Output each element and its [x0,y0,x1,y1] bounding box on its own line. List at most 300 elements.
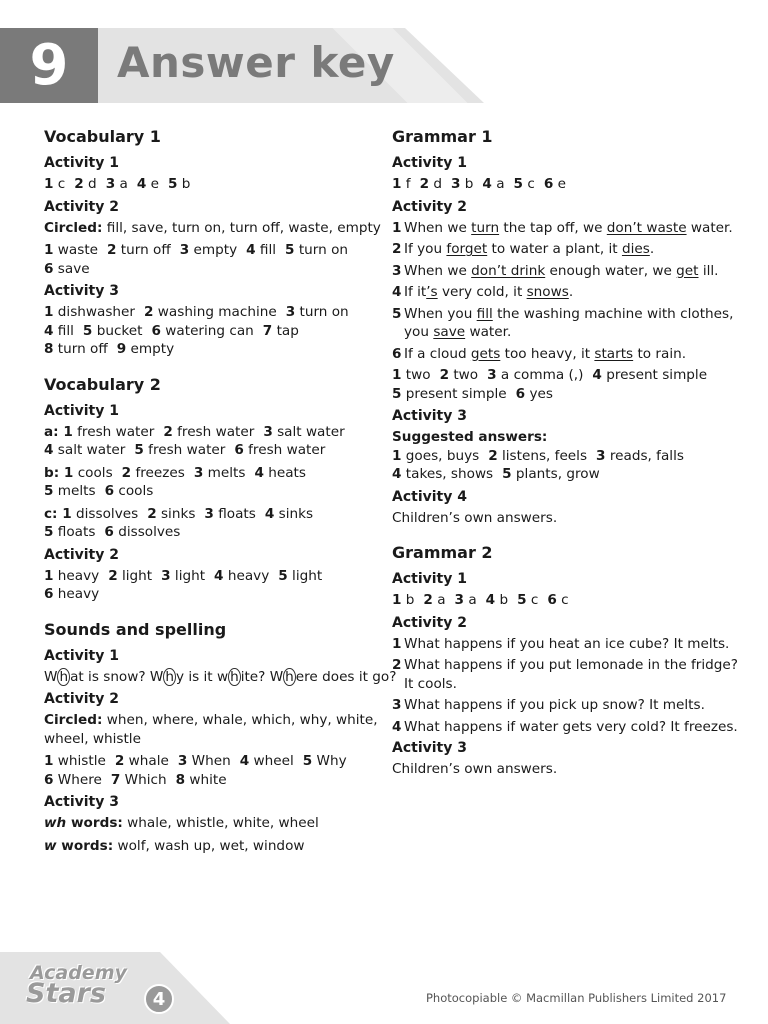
answer-text: salt water [53,442,126,458]
answer-number: 5 [502,466,512,482]
text-part: y is it w [175,668,229,685]
answer-text: goes, buys [401,447,480,464]
answer-text: washing machine [153,304,277,320]
answer-number: 4 [392,466,402,482]
answer-text: light [170,567,206,584]
answer-text: empty [189,242,238,258]
activity-label: Activity 1 [44,155,119,171]
answer-list-b [44,464,384,501]
answer-item [44,341,108,357]
circled-line [44,219,384,238]
answer-text: Why [312,753,347,769]
answer-text: empty [126,341,175,357]
answer-number: 6 [234,442,244,458]
answer-number: 2 [108,567,118,584]
answer-text: save [53,260,90,277]
answer-text: c [53,176,66,192]
answer-number: 5 [517,592,527,608]
answer-number: 4 [592,367,602,383]
sentence-number: 6 [392,345,402,362]
answer-item [107,242,171,258]
circled-letter: h [230,668,239,685]
list-prefix: c: [44,505,63,522]
answer-text: present simple [601,367,708,383]
answer-number: 7 [262,322,273,339]
activity-label: Activity 1 [392,155,467,171]
answer-text: d [429,176,442,192]
answer-item [44,176,65,192]
answer-text: fill [53,322,74,339]
answer-number: 1 [63,464,74,481]
answer-number: 2 [114,753,125,769]
answer-number: 3 [161,567,171,584]
answer-text: cools [73,464,113,481]
answer-item [147,506,195,522]
answer-number: 4 [485,592,496,608]
answer-text: floats [213,505,256,522]
answer-number: 5 [44,483,54,499]
circled-text: when, where, whale, which, why, white, wheel, whistle [44,712,378,747]
answer-text: freezes [131,464,185,481]
answer-text: fresh water [143,442,226,458]
answer-number: 6 [543,176,554,192]
activity-label: Activity 1 [44,402,119,419]
answer-text: watering can [160,322,254,339]
answer-text: Children’s own answers. [392,509,558,526]
question-list [392,635,742,737]
question-text: What happens if you heat an ice cube? It melts. [404,635,730,652]
answer-number: 6 [44,586,54,602]
answer-number: 3 [263,423,273,440]
sentence-number: 5 [392,305,402,322]
answer-number: 6 [44,771,54,788]
answer-item [44,524,95,540]
answer-number: 1 [44,176,54,192]
answer-text: a comma (,) [496,367,584,383]
answer-number: 1 [63,423,73,440]
answer-number: 4 [214,567,224,584]
answer-item [64,465,113,481]
circled-letter: h [59,668,69,685]
list-prefix: b: [44,464,64,481]
answer-text: heats [263,464,306,481]
sentence-3 [392,262,742,281]
answer-number: 5 [134,442,144,458]
answer-item [105,483,154,499]
answer-item [240,753,294,769]
copyright-notice: Photocopiable © Macmillan Publishers Limited 2017 [426,991,727,1005]
answer-item [122,465,185,481]
answer-text: whistle [53,753,106,769]
section-title: Grammar 1 [392,127,493,146]
sentence-text: When we turn the tap off, we don’t waste water. [404,219,733,236]
answer-list-c [44,505,384,542]
answer-item [178,753,231,769]
unit-number: 9 [0,28,98,103]
sentence-6 [392,345,742,364]
answer-item [392,466,493,482]
answer-item [263,424,344,440]
answer-number: 2 [107,242,117,258]
question-item [392,718,742,737]
answer-item [111,772,167,788]
answer-item [502,466,600,482]
answer-item [163,424,254,440]
answer-item [420,176,442,192]
question-number: 4 [392,718,402,735]
answer-item [265,506,313,522]
w-text: wolf, wash up, wet, window [113,837,305,854]
logo-line-1: Academy [30,962,127,984]
sentence-number: 1 [392,219,402,236]
right-column [392,127,742,783]
answer-number: 3 [177,753,188,769]
answer-item [44,753,106,769]
answer-number: 8 [175,771,186,788]
answer-text: d [83,176,97,192]
answer-text: heavy [53,567,100,584]
answer-text: Which [120,771,167,788]
answer-item [592,367,707,383]
answer-item [488,448,587,464]
answer-number: 9 [116,341,127,357]
answer-number: 1 [392,447,402,464]
answer-number: 4 [136,176,147,192]
question-item [392,696,742,715]
answer-item [134,442,225,458]
answer-text: turn on [295,304,349,320]
answer-number: 1 [44,304,54,320]
answer-text: c [526,592,539,608]
question-number: 3 [392,697,402,713]
activity-label: Activity 3 [392,408,467,424]
answer-text: two [401,367,431,383]
answer-number: 1 [392,176,402,192]
answer-item [44,568,99,584]
answer-text: two [449,367,479,383]
answer-number: 3 [105,176,116,192]
answer-item [44,442,125,458]
answer-number: 5 [392,385,402,402]
answer-list [392,175,742,194]
answer-number: 2 [121,464,132,481]
answer-text: b [495,592,509,608]
grammar-1-section [392,127,742,527]
answer-number: 5 [82,322,93,339]
answer-number: 3 [285,304,296,320]
answer-number: 6 [515,385,526,402]
answer-text: e [553,176,566,192]
answer-number: 6 [104,483,115,499]
answer-number: 5 [302,753,313,769]
answer-list [392,591,742,610]
circled-letter: h [165,668,174,685]
answer-text: b [460,176,474,192]
w-label: w [44,837,57,854]
wh-text: whale, whistle, white, wheel [122,815,319,831]
sentence-number: 2 [392,241,402,257]
answer-text: light [117,567,153,584]
answer-text: c [556,592,569,608]
answer-number: 6 [44,260,54,277]
question-number: 1 [392,635,402,652]
answer-text: plants, grow [511,466,600,482]
answer-item [423,592,445,608]
answer-number: 4 [239,753,250,769]
answer-number: 2 [423,592,433,608]
activity-label: Activity 2 [44,691,119,707]
answer-text: sinks [156,505,196,522]
answer-number: 1 [392,592,402,608]
answer-number: 2 [163,423,173,440]
answer-item [487,367,583,383]
words-label: words: [56,837,114,854]
answer-number: 8 [44,341,54,357]
answer-number: 4 [264,505,275,522]
sounds-spelling-section [44,619,397,856]
section-title: Sounds and spelling [44,619,227,639]
answer-item [596,448,684,464]
answer-number: 1 [392,367,402,383]
suggested-answers-label: Suggested answers: [392,429,548,445]
answer-item [482,176,504,192]
answer-text: melts [203,464,246,481]
answer-text: waste [53,242,99,258]
activity-label: Activity 2 [44,198,119,215]
answer-item [137,176,159,192]
answer-item [286,304,349,320]
answer-text: dishwasher [53,304,135,320]
answer-number: 4 [246,242,256,258]
section-title: Vocabulary 1 [44,127,161,146]
answer-list [44,303,384,359]
answer-item [108,568,152,584]
answer-item [392,448,479,464]
answer-item [392,386,507,402]
wh-label: wh [44,815,67,831]
answer-text: salt water [272,423,345,440]
text-part: at is snow? W [70,668,164,685]
answer-item [544,176,566,192]
answer-item [303,753,347,769]
answer-text: turn off [116,242,171,258]
answer-item [83,323,143,339]
sentence-number: 4 [392,284,402,300]
sentence-number: 3 [392,262,402,279]
answer-number: 6 [151,322,161,339]
answer-item [44,304,135,320]
section-title: Grammar 2 [392,543,493,562]
answer-text: fill [255,242,277,258]
question-text: What happens if water gets very cold? It freezes. [404,718,738,735]
circled-text: fill, save, turn on, turn off, waste, empty [102,219,381,236]
answer-text: whale [124,753,169,769]
text-part: ite? W [240,668,284,685]
activity-label: Activity 2 [44,546,119,563]
answer-item [44,483,96,499]
answer-text: melts [53,483,96,499]
answer-number: 6 [104,524,114,540]
answer-item [62,506,138,522]
answer-item [63,424,154,440]
answer-number: 2 [147,505,157,522]
sentence-4 [392,283,742,302]
section-title: Vocabulary 2 [44,374,161,394]
answer-number: 1 [44,753,54,769]
answer-number: 3 [487,367,497,383]
sentence-text: If it’s very cold, it snows. [404,284,574,300]
answer-text: a [491,176,505,192]
answer-number: 4 [254,464,264,481]
answer-item [455,592,477,608]
circled-label: Circled: [44,712,103,728]
question-number: 2 [392,657,402,673]
answer-text: e [146,176,159,192]
left-column [44,127,397,859]
answer-item [278,568,322,584]
circled-line [44,711,384,748]
answer-text: heavy [223,567,270,584]
answer-text: floats [53,524,96,540]
answer-item [104,524,180,540]
answer-number: 4 [482,176,492,192]
circled-label: Circled: [44,219,103,236]
answer-item [246,242,276,258]
answer-item [263,323,299,339]
activity-label: Activity 3 [392,740,467,756]
sentence-2 [392,240,742,259]
answer-number: 1 [44,242,54,258]
vocabulary-1-section [44,127,384,359]
answer-text: dissolves [71,505,139,522]
answer-item [392,367,431,383]
answer-number: 6 [547,592,557,608]
answer-text: f [401,176,411,192]
answer-text: a [115,176,128,192]
answer-number: 2 [439,367,450,383]
sentence-5 [392,305,742,342]
question-text: What happens if you put lemonade in the fridge? It cools. [404,657,738,692]
answer-text: cools [114,483,154,499]
w-words-line [44,837,384,856]
answer-number: 4 [44,322,54,339]
answer-text: light [287,567,323,584]
answer-text: dissolves [113,524,181,540]
answer-item [194,465,246,481]
activity-label: Activity 2 [392,198,467,215]
sentence-text: When you fill the washing machine with clothes, you save water. [404,305,734,340]
text-part: W [44,668,58,685]
question-item [392,635,742,654]
answer-number: 3 [179,242,190,258]
answer-item [392,176,411,192]
answer-item [161,568,205,584]
answer-list [392,366,742,403]
answer-number: 1 [62,505,72,522]
answer-item [44,261,90,277]
answer-number: 2 [488,447,498,464]
answer-item [117,341,174,357]
answer-text: tap [272,322,299,339]
answer-text: a [464,592,477,608]
list-prefix: a: [44,423,64,440]
answer-item [440,367,479,383]
answer-number: 5 [167,176,178,192]
question-item [392,656,742,693]
activity-label: Activity 3 [44,283,119,299]
answer-text: Children’s own answers. [392,761,558,777]
answer-item [144,304,277,320]
answer-text: turn on [294,242,349,258]
answer-number: 5 [513,176,524,192]
answer-item [106,176,128,192]
answer-text: sinks [274,505,314,522]
circled-letters-line [44,668,397,687]
answer-text: bucket [92,322,143,339]
answer-number: 4 [44,442,54,458]
answer-list [44,175,384,194]
answer-list [392,447,742,484]
sentence-text: If you forget to water a plant, it dies. [404,241,655,257]
sentence-text: If a cloud gets too heavy, it starts to rain. [404,345,687,362]
activity-label: Activity 4 [392,488,467,505]
activity-label: Activity 3 [44,794,119,810]
answer-text: yes [525,385,553,402]
answer-item [547,592,568,608]
answer-item [180,242,237,258]
answer-item [176,772,227,788]
answer-item [254,465,306,481]
answer-text: listens, feels [497,447,588,464]
answer-item [517,592,538,608]
answer-number: 3 [451,176,461,192]
answer-text: When [187,753,231,769]
answer-item [44,242,98,258]
answer-item [44,772,102,788]
answer-text: fresh water [72,423,155,440]
activity-label: Activity 1 [44,647,119,664]
answer-number: 1 [44,567,54,584]
sentence-1 [392,219,742,238]
answer-text: present simple [401,385,507,402]
answer-number: 3 [454,592,465,608]
activity-label: Activity 2 [392,614,467,631]
answer-list [44,241,384,278]
answer-item [44,323,74,339]
circled-letter: h [285,668,294,685]
answer-text: heavy [53,586,100,602]
answer-number: 3 [204,505,214,522]
vocabulary-2-section [44,375,384,604]
answer-number: 5 [44,524,54,540]
answer-number: 2 [144,304,154,320]
answer-number: 5 [278,567,288,584]
answer-item [392,592,414,608]
words-label: words: [66,815,123,831]
answer-item [285,242,348,258]
answer-text: fresh water [172,423,255,440]
logo-line-2: Stars [26,978,106,1009]
answer-list-a [44,423,384,460]
grammar-2-section [392,543,742,779]
answer-item [168,176,190,192]
text-part: ere does it go? [295,668,397,685]
activity-label: Activity 1 [392,571,467,587]
answer-number: 7 [110,771,121,788]
logo-level-badge: 4 [144,984,174,1014]
answer-text: c [523,176,535,192]
page-title: Answer key [117,38,395,87]
